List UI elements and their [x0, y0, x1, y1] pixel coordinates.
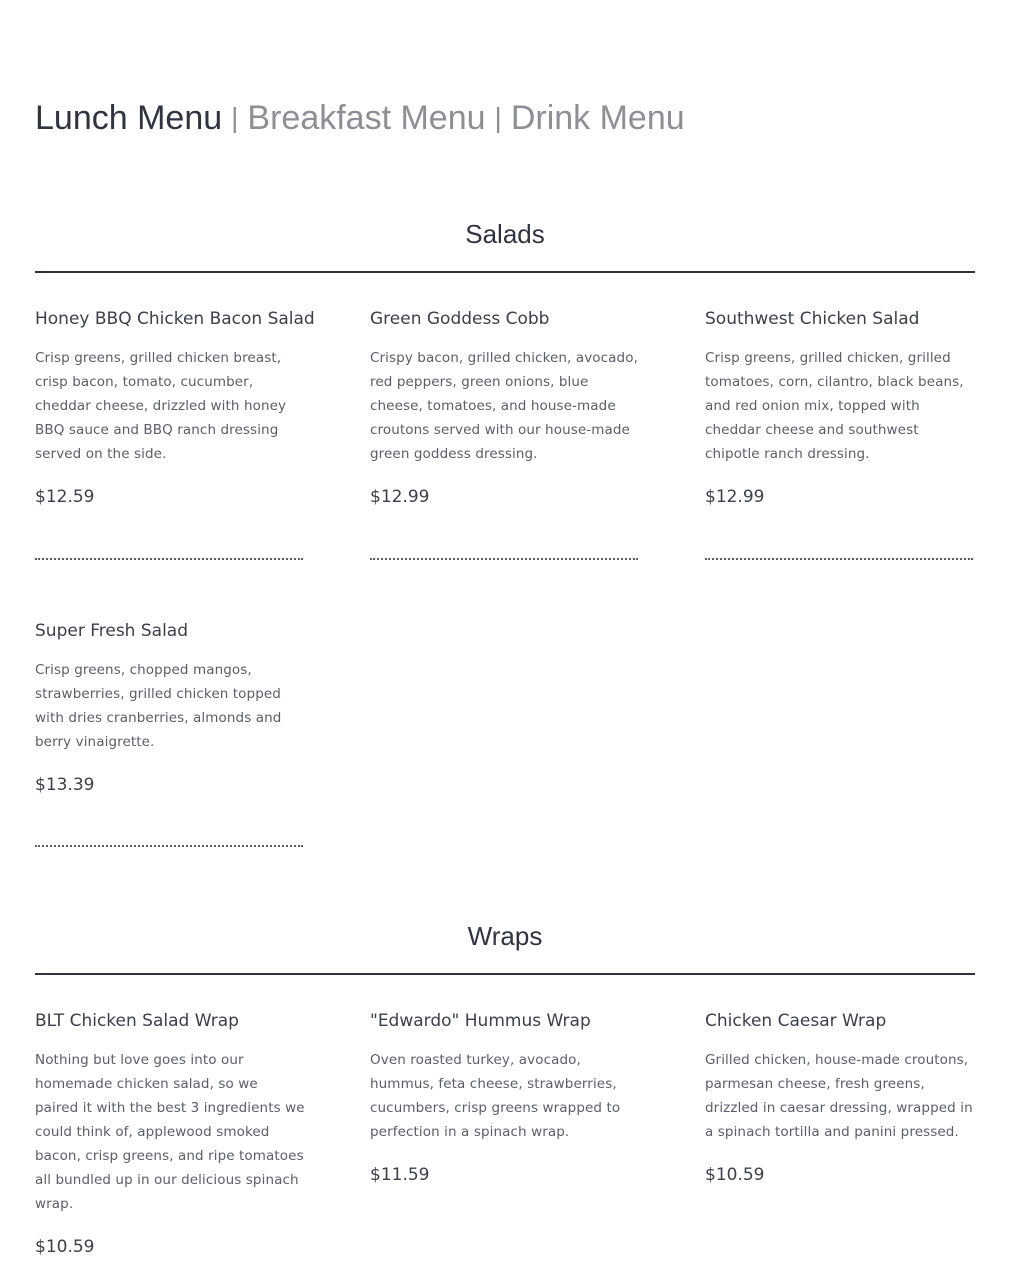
- item-price: $12.99: [370, 487, 430, 507]
- nav-drink-menu[interactable]: Drink Menu: [510, 99, 685, 137]
- item-price: $10.59: [705, 1165, 765, 1185]
- section-wraps: [35, 920, 975, 1257]
- item-name: Super Fresh Salad: [35, 621, 188, 641]
- item-description: Grilled chicken, house-made croutons, parmesan cheese, fresh greens, drizzled in caesar dressing, wrapped in a spinach tortilla and panini pressed.: [705, 1052, 973, 1140]
- item-name: Green Goddess Cobb: [370, 309, 550, 329]
- item-description: Oven roasted turkey, avocado, hummus, feta cheese, strawberries, cucumbers, crisp greens wrapped to perfection in a spinach wrap.: [370, 1052, 621, 1140]
- item-price: $11.59: [370, 1165, 430, 1185]
- menu-item: [35, 620, 305, 796]
- nav-breakfast-menu[interactable]: Breakfast Menu: [247, 99, 486, 137]
- item-name: Honey BBQ Chicken Bacon Salad: [35, 309, 315, 329]
- section-salads: [35, 218, 975, 795]
- menu-item: [35, 308, 315, 508]
- nav-lunch-menu[interactable]: Lunch Menu: [35, 99, 223, 137]
- item-price: $12.99: [705, 487, 765, 507]
- dotted-divider: [705, 558, 973, 560]
- item-name: BLT Chicken Salad Wrap: [35, 1011, 239, 1031]
- item-price: $10.59: [35, 1237, 95, 1257]
- dotted-divider: [370, 558, 638, 560]
- section-title: Salads: [465, 219, 545, 249]
- menu-item: [705, 308, 975, 508]
- section-divider: [35, 973, 975, 975]
- menu-item: [370, 1010, 640, 1186]
- nav-separator: |: [494, 102, 502, 133]
- item-name: Southwest Chicken Salad: [705, 309, 920, 329]
- item-description: Nothing but love goes into our homemade chicken salad, so we paired it with the best 3 ingredients we could think of, applewood smoked bacon, crisp greens, and ripe tomatoes all bundled up in our delicious spinach wrap.: [35, 1052, 305, 1212]
- item-price: $12.59: [35, 487, 95, 507]
- item-name: "Edwardo" Hummus Wrap: [370, 1011, 591, 1031]
- item-description: Crisp greens, chopped mangos, strawberries, grilled chicken topped with dries cranberries, almonds and berry vinaigrette.: [35, 662, 282, 750]
- menu-nav: [35, 96, 685, 142]
- menu-item: [705, 1010, 975, 1186]
- menu-item: [35, 1010, 305, 1258]
- item-description: Crisp greens, grilled chicken, grilled tomatoes, corn, cilantro, black beans, and red onion mix, topped with cheddar cheese and southwest chipotle ranch dressing.: [705, 350, 964, 462]
- dotted-divider: [35, 558, 303, 560]
- dotted-divider: [35, 845, 303, 847]
- nav-separator: |: [231, 102, 239, 133]
- item-price: $13.39: [35, 775, 95, 795]
- section-title: Wraps: [467, 921, 543, 951]
- menu-item: [370, 308, 640, 508]
- item-description: Crispy bacon, grilled chicken, avocado, red peppers, green onions, blue cheese, tomatoes, and house-made croutons served with our house-made green goddess dressing.: [370, 350, 638, 462]
- item-name: Chicken Caesar Wrap: [705, 1011, 887, 1031]
- section-divider: [35, 271, 975, 273]
- item-description: Crisp greens, grilled chicken breast, crisp bacon, tomato, cucumber, cheddar cheese, drizzled with honey BBQ sauce and BBQ ranch dressing served on the side.: [35, 350, 287, 462]
